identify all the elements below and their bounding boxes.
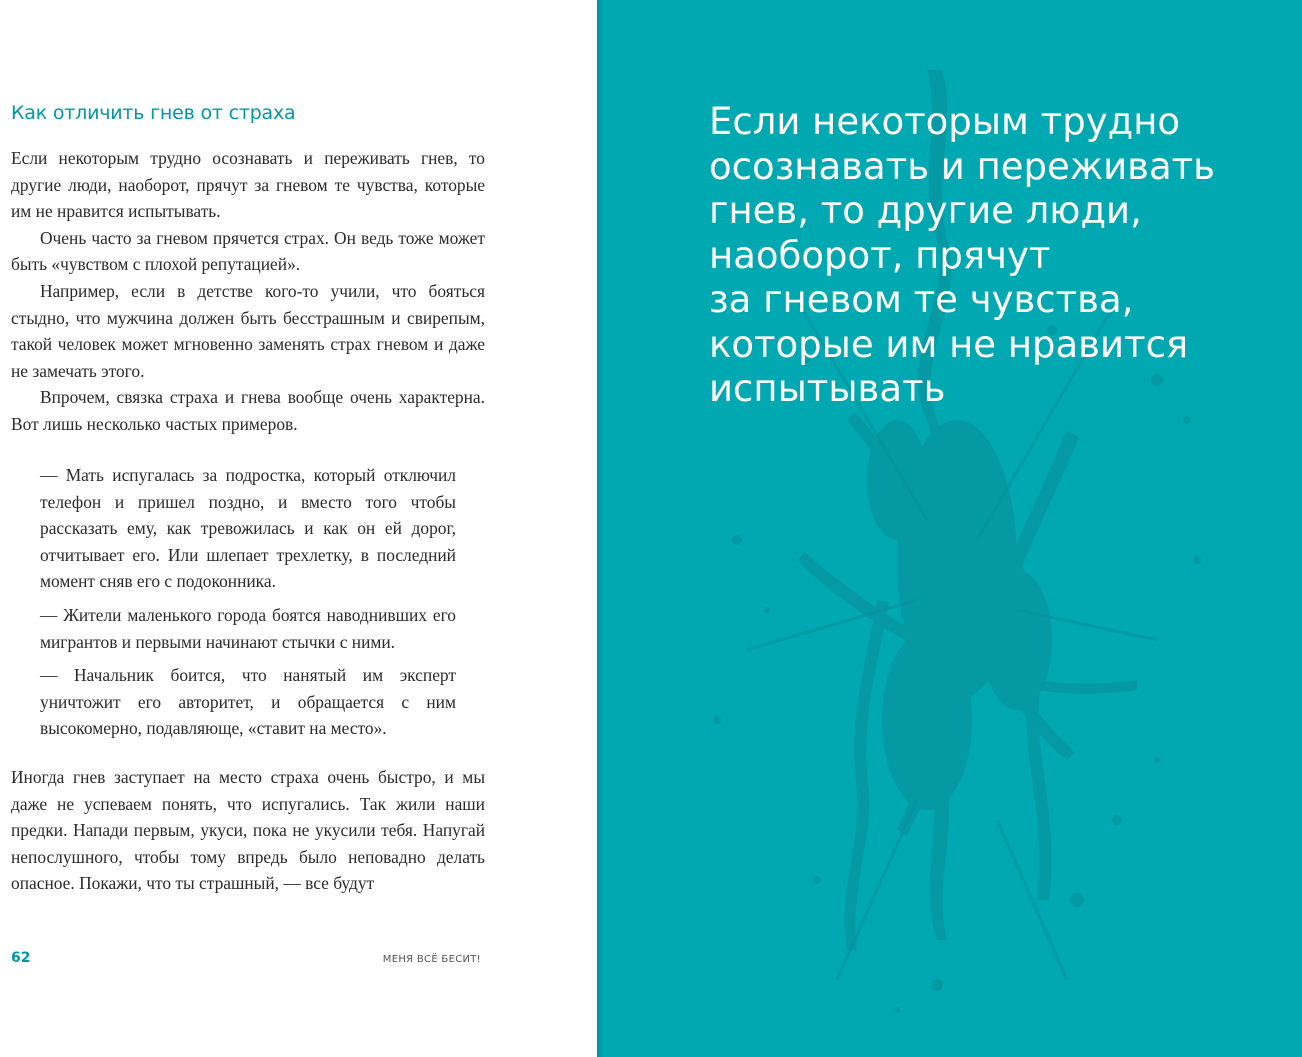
paragraph: Очень часто за гневом прячется страх. Он ведь тоже может быть «чувством с плохой репутацией». (11, 227, 485, 275)
pull-quote-line: наоборот, прячут (709, 233, 1051, 277)
examples-list (40, 462, 456, 749)
pull-quote-line: испытывать (709, 367, 946, 410)
intro-text (11, 145, 485, 438)
example-item: — Начальник боится, что нанятый им эксперт уничтожит его авторитет, и обращается с ним высокомерно, подавляюще, «ставит на место». (40, 665, 456, 739)
paragraph: Иногда гнев заступает на место страха очень быстро, и мы даже не успеваем понять, что испугались. Так жили наши предки. Напади первым, укуси, пока не укусили тебя. Напугай непослушного, чтобы тому впредь было неповадно делать опасное. Покажи, что ты страшный, — все будут (11, 767, 485, 894)
page-number: 62 (11, 950, 31, 966)
pull-quote-line: гнев, то другие люди, (709, 189, 1142, 232)
running-title: МЕНЯ ВСЁ БЕСИТ! (382, 954, 481, 965)
example-item: — Жители маленького города боятся наводнивших его мигрантов и первыми начинают стычки с ними. (40, 604, 456, 652)
pull-quote-line: которые им не нравится (709, 322, 1189, 366)
pull-quote-line: за гневом те чувства, (709, 278, 1134, 321)
section-heading: Как отличить гнев от страха (11, 102, 296, 124)
paragraph: Например, если в детстве кого-то учили, что бояться стыдно, что мужчина должен быть бесстрашным и свирепым, такой человек может мгновенно заменять страх гневом и даже не замечать этого. (11, 280, 485, 381)
closing-text (11, 764, 485, 897)
pull-quote-line: осознавать и переживать (709, 144, 1215, 188)
pull-quote (709, 100, 1229, 412)
paragraph: Если некоторым трудно осознавать и переживать гнев, то другие люди, наоборот, прячут за гневом те чувства, которые им не нравится испытывать. (11, 148, 485, 222)
gutter-shadow (597, 0, 603, 1057)
right-page (597, 0, 1302, 1057)
left-page (0, 0, 597, 1057)
example-item: — Мать испугалась за подростка, который отключил телефон и пришел поздно, и вместо того чтобы рассказать ему, как тревожилась и как он ей дорог, отчитывает его. Или шлепает трехлетку, в последний момент сняв его с подоконника. (40, 465, 456, 592)
pull-quote-line: Если некоторым трудно (709, 100, 1181, 143)
paragraph: Впрочем, связка страха и гнева вообще очень характерна. Вот лишь несколько частых примеров. (11, 387, 485, 434)
